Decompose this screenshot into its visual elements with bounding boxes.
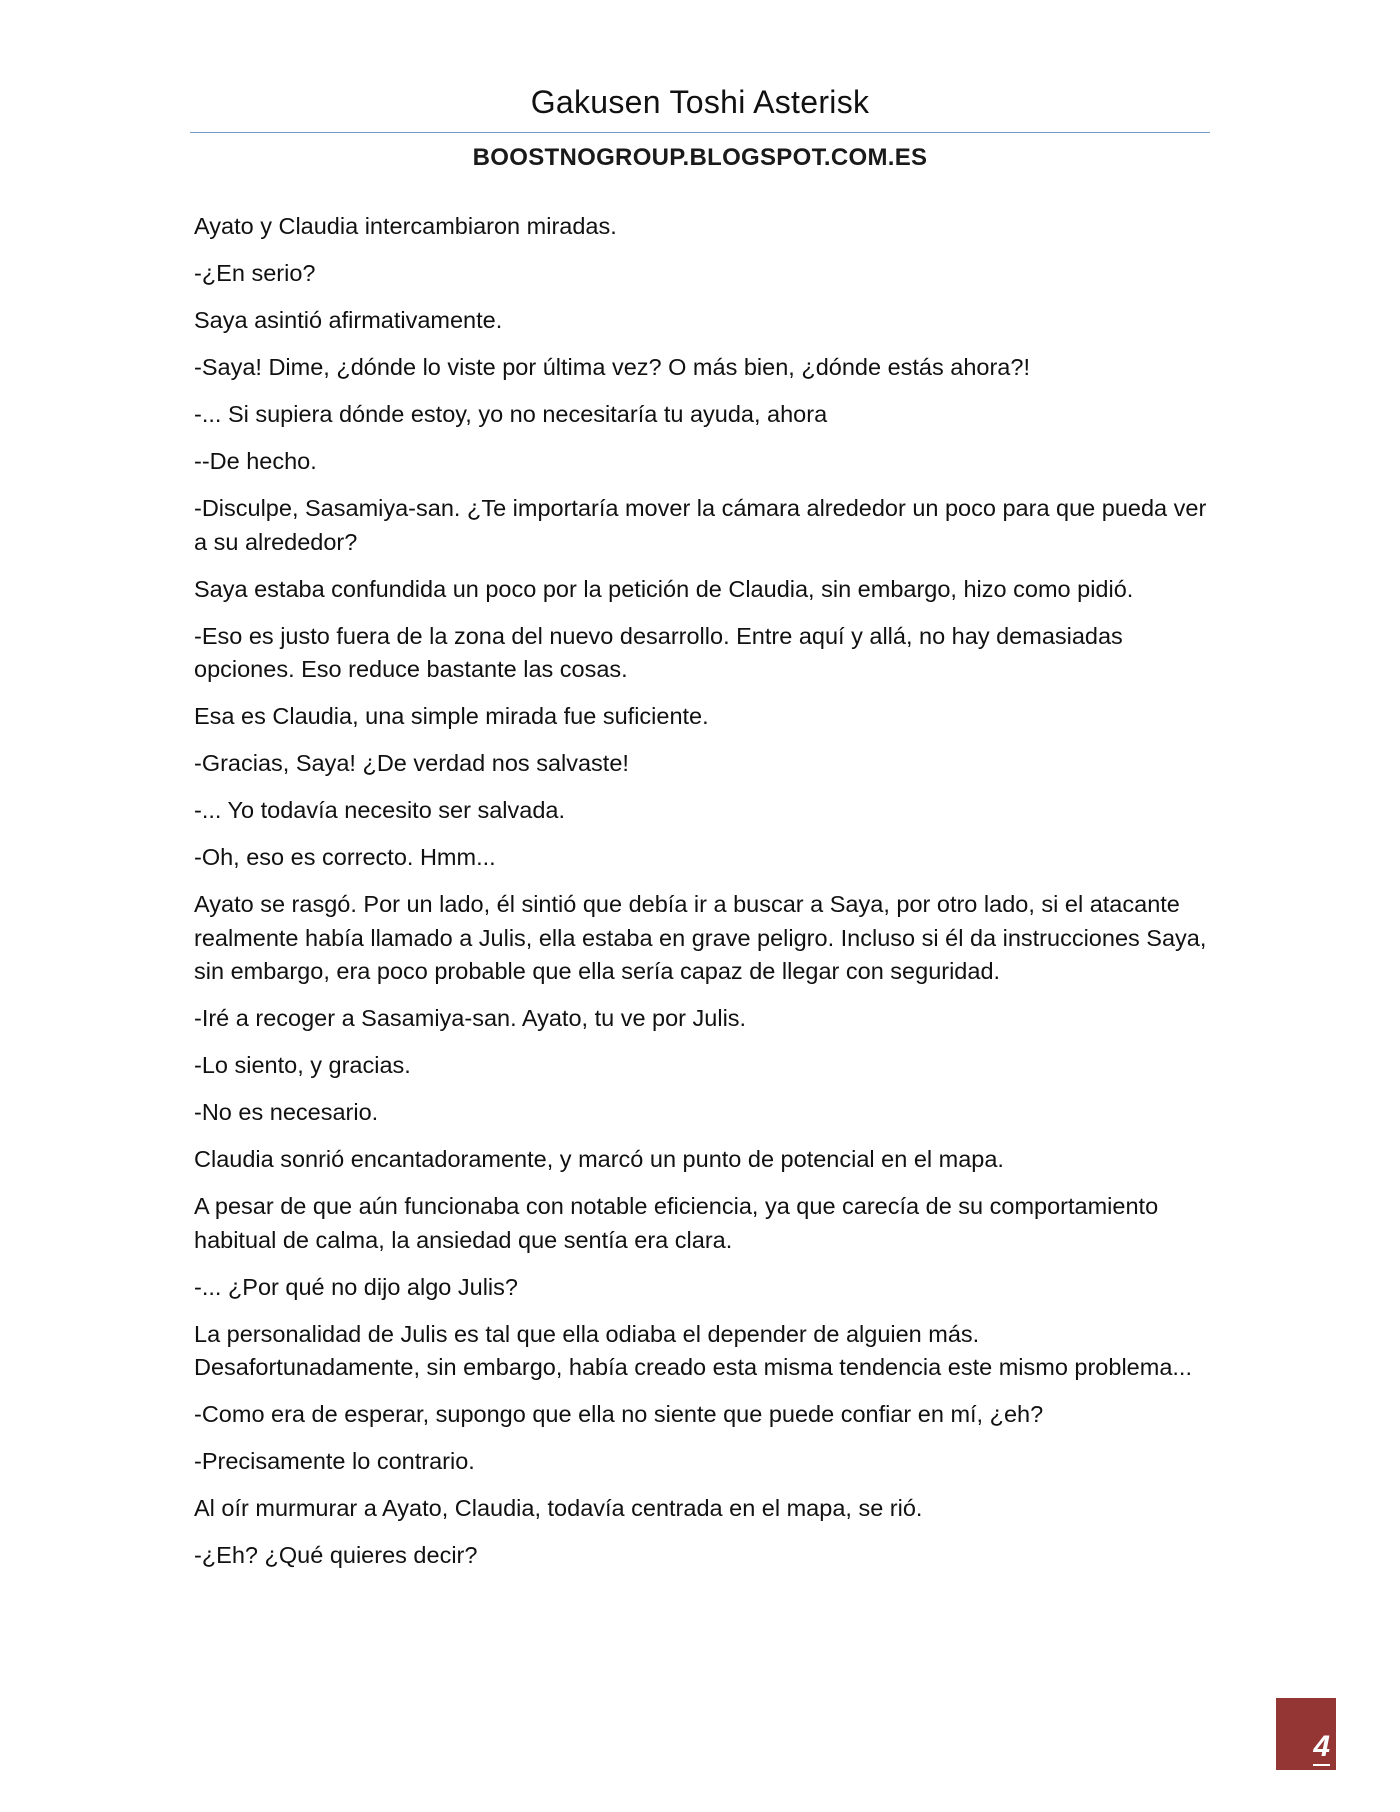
page-number-box [1276, 1698, 1336, 1770]
page-header [190, 82, 1210, 173]
paragraph: -Disculpe, Sasamiya-san. ¿Te importaría mover la cámara alrededor un poco para que pueda ver a su alrededor? [194, 495, 1207, 555]
page-number: 4 [1313, 1731, 1330, 1766]
paragraph: Saya estaba confundida un poco por la petición de Claudia, sin embargo, hizo como pidió. [194, 575, 1134, 602]
paragraph: --De hecho. [194, 448, 317, 474]
paragraph: La personalidad de Julis es tal que ella odiaba el depender de alguien más. Desafortunadamente, sin embargo, había creado esta misma tendencia este mismo problema... [194, 1320, 1192, 1380]
body-text [194, 210, 1210, 1586]
paragraph: -... Si supiera dónde estoy, yo no necesitaría tu ayuda, ahora [194, 401, 828, 427]
paragraph: Ayato y Claudia intercambiaron miradas. [194, 213, 617, 239]
paragraph: Esa es Claudia, una simple mirada fue suficiente. [194, 703, 709, 729]
paragraph: -Eso es justo fuera de la zona del nuevo desarrollo. Entre aquí y allá, no hay demasiadas opciones. Eso reduce bastante las cosas. [194, 622, 1123, 682]
paragraph: -No es necesario. [194, 1099, 379, 1125]
paragraph: -¿Eh? ¿Qué quieres decir? [194, 1542, 478, 1568]
site-url: BOOSTNOGROUP.BLOGSPOT.COM.ES [472, 144, 928, 171]
paragraph: Saya asintió afirmativamente. [194, 307, 503, 333]
paragraph: -¿En serio? [194, 260, 316, 286]
paragraph: -Precisamente lo contrario. [194, 1448, 475, 1474]
paragraph: -Gracias, Saya! ¿De verdad nos salvaste! [194, 750, 629, 776]
paragraph: -... Yo todavía necesito ser salvada. [194, 797, 566, 823]
paragraph: -... ¿Por qué no dijo algo Julis? [194, 1273, 518, 1300]
paragraph: -Lo siento, y gracias. [194, 1052, 411, 1078]
paragraph: -Como era de esperar, supongo que ella no siente que puede confiar en mí, ¿eh? [194, 1401, 1044, 1427]
document-title: Gakusen Toshi Asterisk [530, 84, 870, 120]
paragraph: A pesar de que aún funcionaba con notable eficiencia, ya que carecía de su comportamiento habitual de calma, la ansiedad que sentía era clara. [194, 1193, 1159, 1253]
paragraph: -Saya! Dime, ¿dónde lo viste por última vez? O más bien, ¿dónde estás ahora?! [194, 354, 1030, 380]
paragraph: Ayato se rasgó. Por un lado, él sintió que debía ir a buscar a Saya, por otro lado, si el atacante realmente había llamado a Julis, ella estaba en grave peligro. Incluso si él da instrucciones Saya, sin embargo, era poco probable que ella sería capaz de llegar con seguridad. [194, 891, 1207, 984]
paragraph: Claudia sonrió encantadoramente, y marcó un punto de potencial en el mapa. [194, 1146, 1004, 1172]
paragraph: -Iré a recoger a Sasamiya-san. Ayato, tu ve por Julis. [194, 1005, 747, 1031]
paragraph: Al oír murmurar a Ayato, Claudia, todavía centrada en el mapa, se rió. [194, 1495, 923, 1521]
paragraph: -Oh, eso es correcto. Hmm... [194, 844, 496, 870]
header-divider [190, 132, 1210, 133]
